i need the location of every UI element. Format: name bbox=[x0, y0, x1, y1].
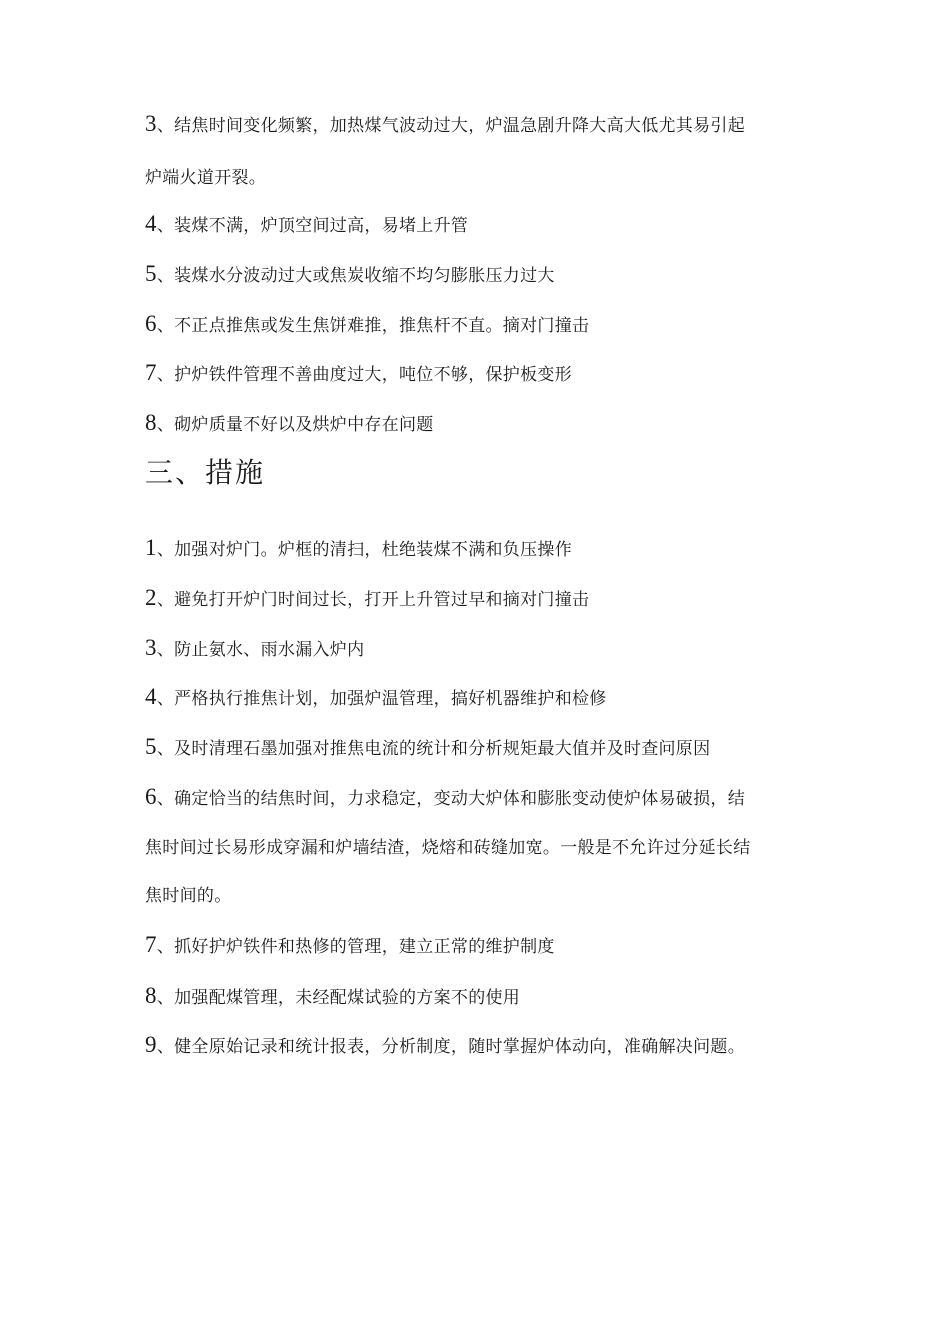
list-item-8 bbox=[145, 411, 815, 437]
item-number: 4 bbox=[145, 684, 157, 709]
item-text: 焦时间过长易形成穿漏和炉墙结渣，烧熔和砖缝加宽。一般是不允许过分延长结 bbox=[145, 838, 751, 858]
measure-item-6-line-2 bbox=[145, 836, 815, 860]
item-text: 、避免打开炉门时间过长，打开上升管过早和摘对门撞击 bbox=[156, 590, 590, 610]
item-text: 、装煤水分波动过大或焦炭收缩不均匀膨胀压力过大 bbox=[156, 266, 555, 286]
item-number: 6 bbox=[145, 784, 157, 809]
item-text: 、加强配煤管理，未经配煤试验的方案不的使用 bbox=[156, 988, 521, 1008]
item-text: 、严格执行推焦计划，加强炉温管理，搞好机器维护和检修 bbox=[156, 689, 607, 709]
measure-item-9 bbox=[145, 1033, 815, 1059]
item-number: 5 bbox=[145, 734, 157, 759]
measure-item-3 bbox=[145, 636, 815, 662]
list-item-7 bbox=[145, 361, 815, 387]
item-text: 、确定恰当的结焦时间，力求稳定，变动大炉体和膨胀变动使炉体易破损，结 bbox=[156, 789, 746, 809]
item-number: 9 bbox=[145, 1032, 157, 1057]
item-text: 、健全原始记录和统计报表，分析制度，随时掌握炉体动向，准确解决问题。 bbox=[156, 1037, 746, 1057]
list-item-3-line-2 bbox=[145, 166, 815, 190]
item-number: 7 bbox=[145, 932, 157, 957]
measure-item-1 bbox=[145, 536, 815, 562]
list-item-4 bbox=[145, 212, 815, 238]
item-text: 焦时间的。 bbox=[145, 886, 232, 906]
item-text: 、防止氨水、雨水漏入炉内 bbox=[156, 640, 365, 660]
item-number: 3 bbox=[145, 635, 157, 660]
list-item-3-line-1 bbox=[145, 112, 815, 138]
item-number: 1 bbox=[145, 535, 157, 560]
item-number: 8 bbox=[145, 410, 157, 435]
item-text: 、抓好护炉铁件和热修的管理，建立正常的维护制度 bbox=[156, 937, 555, 957]
measure-item-6-line-1 bbox=[145, 785, 815, 811]
item-number: 2 bbox=[145, 585, 157, 610]
section-heading: 三、措施 bbox=[145, 456, 266, 489]
item-text: 、结焦时间变化频繁，加热煤气波动过大，炉温急剧升降大高大低尤其易引起 bbox=[156, 116, 746, 136]
item-text: 、装煤不满，炉顶空间过高，易堵上升管 bbox=[156, 216, 469, 236]
measure-item-6-line-3 bbox=[145, 884, 815, 908]
measure-item-7 bbox=[145, 933, 815, 959]
item-number: 3 bbox=[145, 111, 157, 136]
item-number: 8 bbox=[145, 983, 157, 1008]
measure-item-4 bbox=[145, 685, 815, 711]
item-number: 4 bbox=[145, 211, 157, 236]
measure-item-5 bbox=[145, 735, 815, 761]
list-item-6 bbox=[145, 312, 815, 338]
item-text: 、砌炉质量不好以及烘炉中存在问题 bbox=[156, 415, 434, 435]
item-number: 5 bbox=[145, 261, 157, 286]
item-text: 、及时清理石墨加强对推焦电流的统计和分析规矩最大值并及时查问原因 bbox=[156, 739, 711, 759]
measure-item-8 bbox=[145, 984, 815, 1010]
item-number: 7 bbox=[145, 360, 157, 385]
item-text: 、加强对炉门。炉框的清扫，杜绝装煤不满和负压操作 bbox=[156, 540, 573, 560]
item-text: 、护炉铁件管理不善曲度过大，吨位不够，保护板变形 bbox=[156, 365, 573, 385]
item-text: 炉端火道开裂。 bbox=[145, 168, 267, 188]
list-item-5 bbox=[145, 262, 815, 288]
item-number: 6 bbox=[145, 311, 157, 336]
item-text: 、不正点推焦或发生焦饼难推，推焦杆不直。摘对门撞击 bbox=[156, 316, 590, 336]
measure-item-2 bbox=[145, 586, 815, 612]
